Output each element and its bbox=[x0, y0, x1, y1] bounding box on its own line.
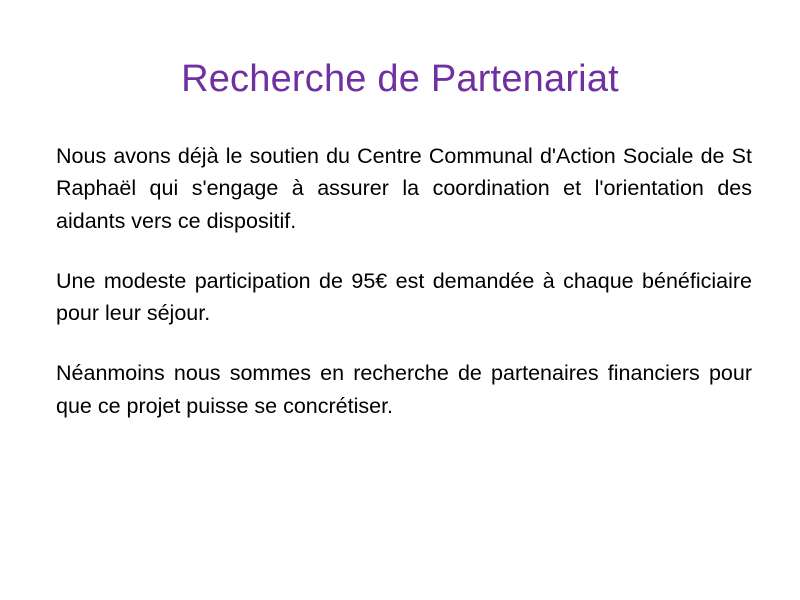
page-title: Recherche de Partenariat bbox=[181, 58, 619, 100]
slide-body bbox=[56, 140, 752, 422]
paragraph-spacer bbox=[56, 329, 752, 357]
paragraph-spacer bbox=[56, 237, 752, 265]
body-paragraph-2: Une modeste participation de 95€ est demandée à chaque bénéficiaire pour leur séjour. bbox=[56, 268, 752, 325]
body-paragraph-1: Nous avons déjà le soutien du Centre Communal d'Action Sociale de St Raphaël qui s'engage à assurer la coordination et l'orientation des aidants vers ce dispositif. bbox=[56, 144, 752, 233]
body-paragraph-3: Néanmoins nous sommes en recherche de partenaires financiers pour que ce projet puisse se concrétiser. bbox=[56, 361, 752, 418]
